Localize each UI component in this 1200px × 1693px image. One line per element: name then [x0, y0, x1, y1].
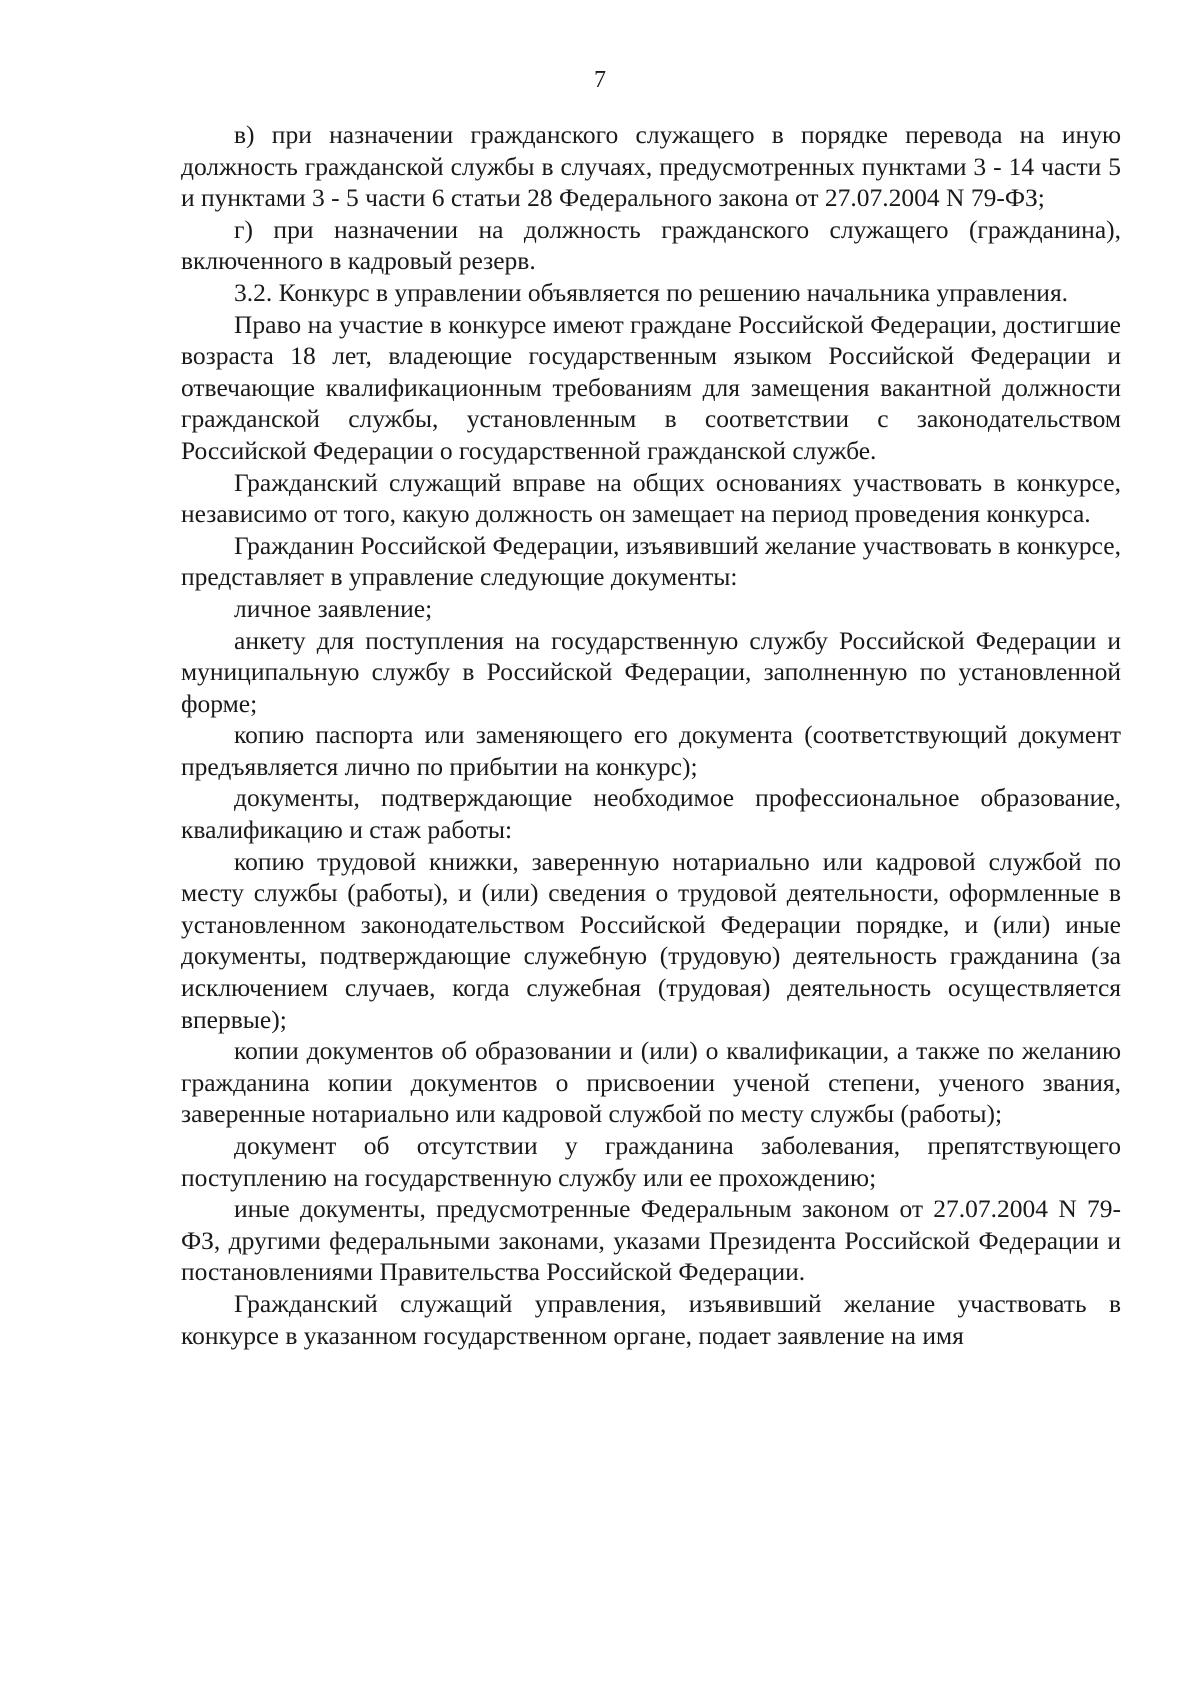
- document-body: [181, 119, 1121, 1351]
- list-item-questionnaire: анкету для поступления на государственную службу Российской Федерации и муниципальную службу в Российской Федерации, заполненную по установленной форме;: [181, 625, 1121, 718]
- list-item-other-documents: иные документы, предусмотренные Федеральным законом от 27.07.2004 N 79-ФЗ, другими федеральными законами, указами Президента Российской Федерации и постановлениями Правительства Российской Федерации.: [181, 1194, 1121, 1287]
- list-item-passport: копию паспорта или заменяющего его документа (соответствующий документ предъявляется лично по прибытии на конкурс);: [181, 720, 1121, 781]
- list-item-employment-record: копию трудовой книжки, заверенную нотариально или кадровой службой по месту службы (работы), и (или) сведения о трудовой деятельности, оформленные в установленном законодательством Российской Федерации порядке, и (или) иные документы, подтверждающие служебную (трудовую) деятельность гражданина (за исключением случаев, когда служебная (трудовая) деятельность осуществляется впервые);: [181, 846, 1121, 1034]
- paragraph-clause-3-2: 3.2. Конкурс в управлении объявляется по решению начальника управления.: [234, 277, 1069, 307]
- list-item-education-copies: копии документов об образовании и (или) о квалификации, а также по желанию гражданина копии документов о присвоении ученой степени, ученого звания, заверенные нотариально или кадровой службой по месту службы (работы);: [181, 1036, 1121, 1129]
- paragraph-eligibility: Право на участие в конкурсе имеют граждане Российской Федерации, достигшие возраста 18 лет, владеющие государственным языком Российской Федерации и отвечающие квалификационным требованиям для замещения вакантной должности гражданской службы, установленным в соответствии с законодательством Российской Федерации о государственной гражданской службе.: [181, 309, 1121, 465]
- list-item-application: личное заявление;: [234, 593, 433, 623]
- paragraph-subitem-v: в) при назначении гражданского служащего в порядке перевода на иную должность гражданской службы в случаях, предусмотренных пунктами 3 - 14 части 5 и пунктами 3 - 5 части 6 статьи 28 Федерального закона от 27.07.2004 N 79-ФЗ;: [181, 120, 1121, 213]
- list-item-medical-document: документ об отсутствии у гражданина заболевания, препятствующего поступлению на государственную службу или ее прохождению;: [181, 1131, 1121, 1192]
- paragraph-documents-intro: Гражданин Российской Федерации, изъявивший желание участвовать в конкурсе, представляет в управление следующие документы:: [181, 530, 1121, 592]
- paragraph-civil-servant-right: Гражданский служащий вправе на общих основаниях участвовать в конкурсе, независимо от того, какую должность он замещает на период проведения конкурса.: [181, 467, 1121, 529]
- paragraph-internal-applicant: Гражданский служащий управления, изъявивший желание участвовать в конкурсе в указанном государственном органе, подает заявление на имя: [181, 1288, 1121, 1350]
- paragraph-subitem-g: г) при назначении на должность гражданского служащего (гражданина), включенного в кадровый резерв.: [181, 214, 1121, 276]
- list-item-education-documents: документы, подтверждающие необходимое профессиональное образование, квалификацию и стаж работы:: [181, 783, 1121, 845]
- page-number: 7: [594, 67, 606, 93]
